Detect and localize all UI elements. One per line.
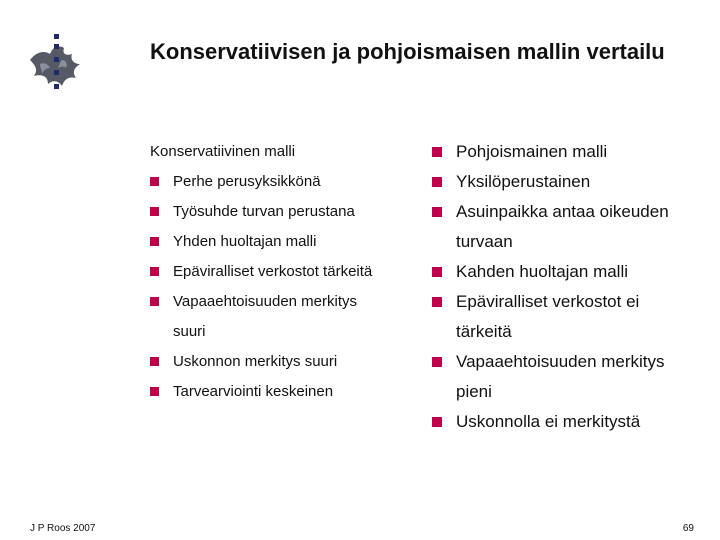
list-item bbox=[432, 347, 694, 407]
left-column bbox=[150, 137, 400, 407]
list-item-text: Uskonnolla ei merkitystä bbox=[456, 412, 641, 431]
square-bullet-icon bbox=[432, 207, 442, 217]
square-bullet-icon bbox=[150, 357, 159, 366]
square-bullet-icon bbox=[150, 387, 159, 396]
list-item bbox=[432, 197, 692, 257]
list-item-text: Vapaaehtoisuuden merkitys suuri bbox=[173, 293, 357, 340]
list-item-text: Epäviralliset verkostot tärkeitä bbox=[173, 263, 373, 280]
footer-author: J P Roos 2007 bbox=[30, 523, 96, 534]
square-bullet-icon bbox=[432, 297, 442, 307]
square-bullet-icon bbox=[150, 297, 159, 306]
list-item-text: Epäviralliset verkostot ei tärkeitä bbox=[456, 292, 640, 341]
list-item-text: Vapaaehtoisuuden merkitys pieni bbox=[456, 352, 665, 401]
list-item bbox=[432, 287, 672, 347]
page-number: 69 bbox=[682, 523, 694, 534]
square-bullet-icon bbox=[432, 357, 442, 367]
right-column bbox=[432, 137, 702, 437]
square-bullet-icon bbox=[150, 207, 159, 216]
list-item bbox=[432, 167, 702, 197]
list-item-text: Perhe perusyksikkönä bbox=[173, 173, 321, 190]
university-logo-icon bbox=[22, 30, 92, 100]
right-column-heading bbox=[432, 137, 702, 167]
square-bullet-icon bbox=[432, 267, 442, 277]
list-item bbox=[150, 227, 400, 257]
square-bullet-icon bbox=[150, 177, 159, 186]
list-item-text: Yhden huoltajan malli bbox=[173, 233, 317, 250]
left-column-heading: Konservatiivinen malli bbox=[150, 143, 296, 160]
right-column-heading-text: Pohjoismainen malli bbox=[456, 142, 608, 161]
list-item bbox=[150, 167, 400, 197]
list-item bbox=[150, 197, 400, 227]
list-item-text: Uskonnon merkitys suuri bbox=[173, 353, 338, 370]
list-item bbox=[432, 257, 702, 287]
list-item-text: Tarvearviointi keskeinen bbox=[173, 383, 334, 400]
list-item-text: Asuinpaikka antaa oikeuden turvaan bbox=[456, 202, 669, 251]
square-bullet-icon bbox=[150, 237, 159, 246]
square-bullet-icon bbox=[150, 267, 159, 276]
list-item bbox=[150, 287, 380, 347]
list-item-text: Työsuhde turvan perustana bbox=[173, 203, 355, 220]
list-item bbox=[150, 377, 400, 407]
list-item-text: Kahden huoltajan malli bbox=[456, 262, 629, 281]
list-item bbox=[432, 407, 702, 437]
square-bullet-icon bbox=[432, 147, 442, 157]
square-bullet-icon bbox=[432, 177, 442, 187]
list-item-text: Yksilöperustainen bbox=[456, 172, 591, 191]
list-item bbox=[150, 347, 400, 377]
slide-title: Konservatiivisen ja pohjoismaisen mallin vertailu bbox=[150, 39, 665, 64]
list-item bbox=[150, 257, 400, 287]
square-bullet-icon bbox=[432, 417, 442, 427]
